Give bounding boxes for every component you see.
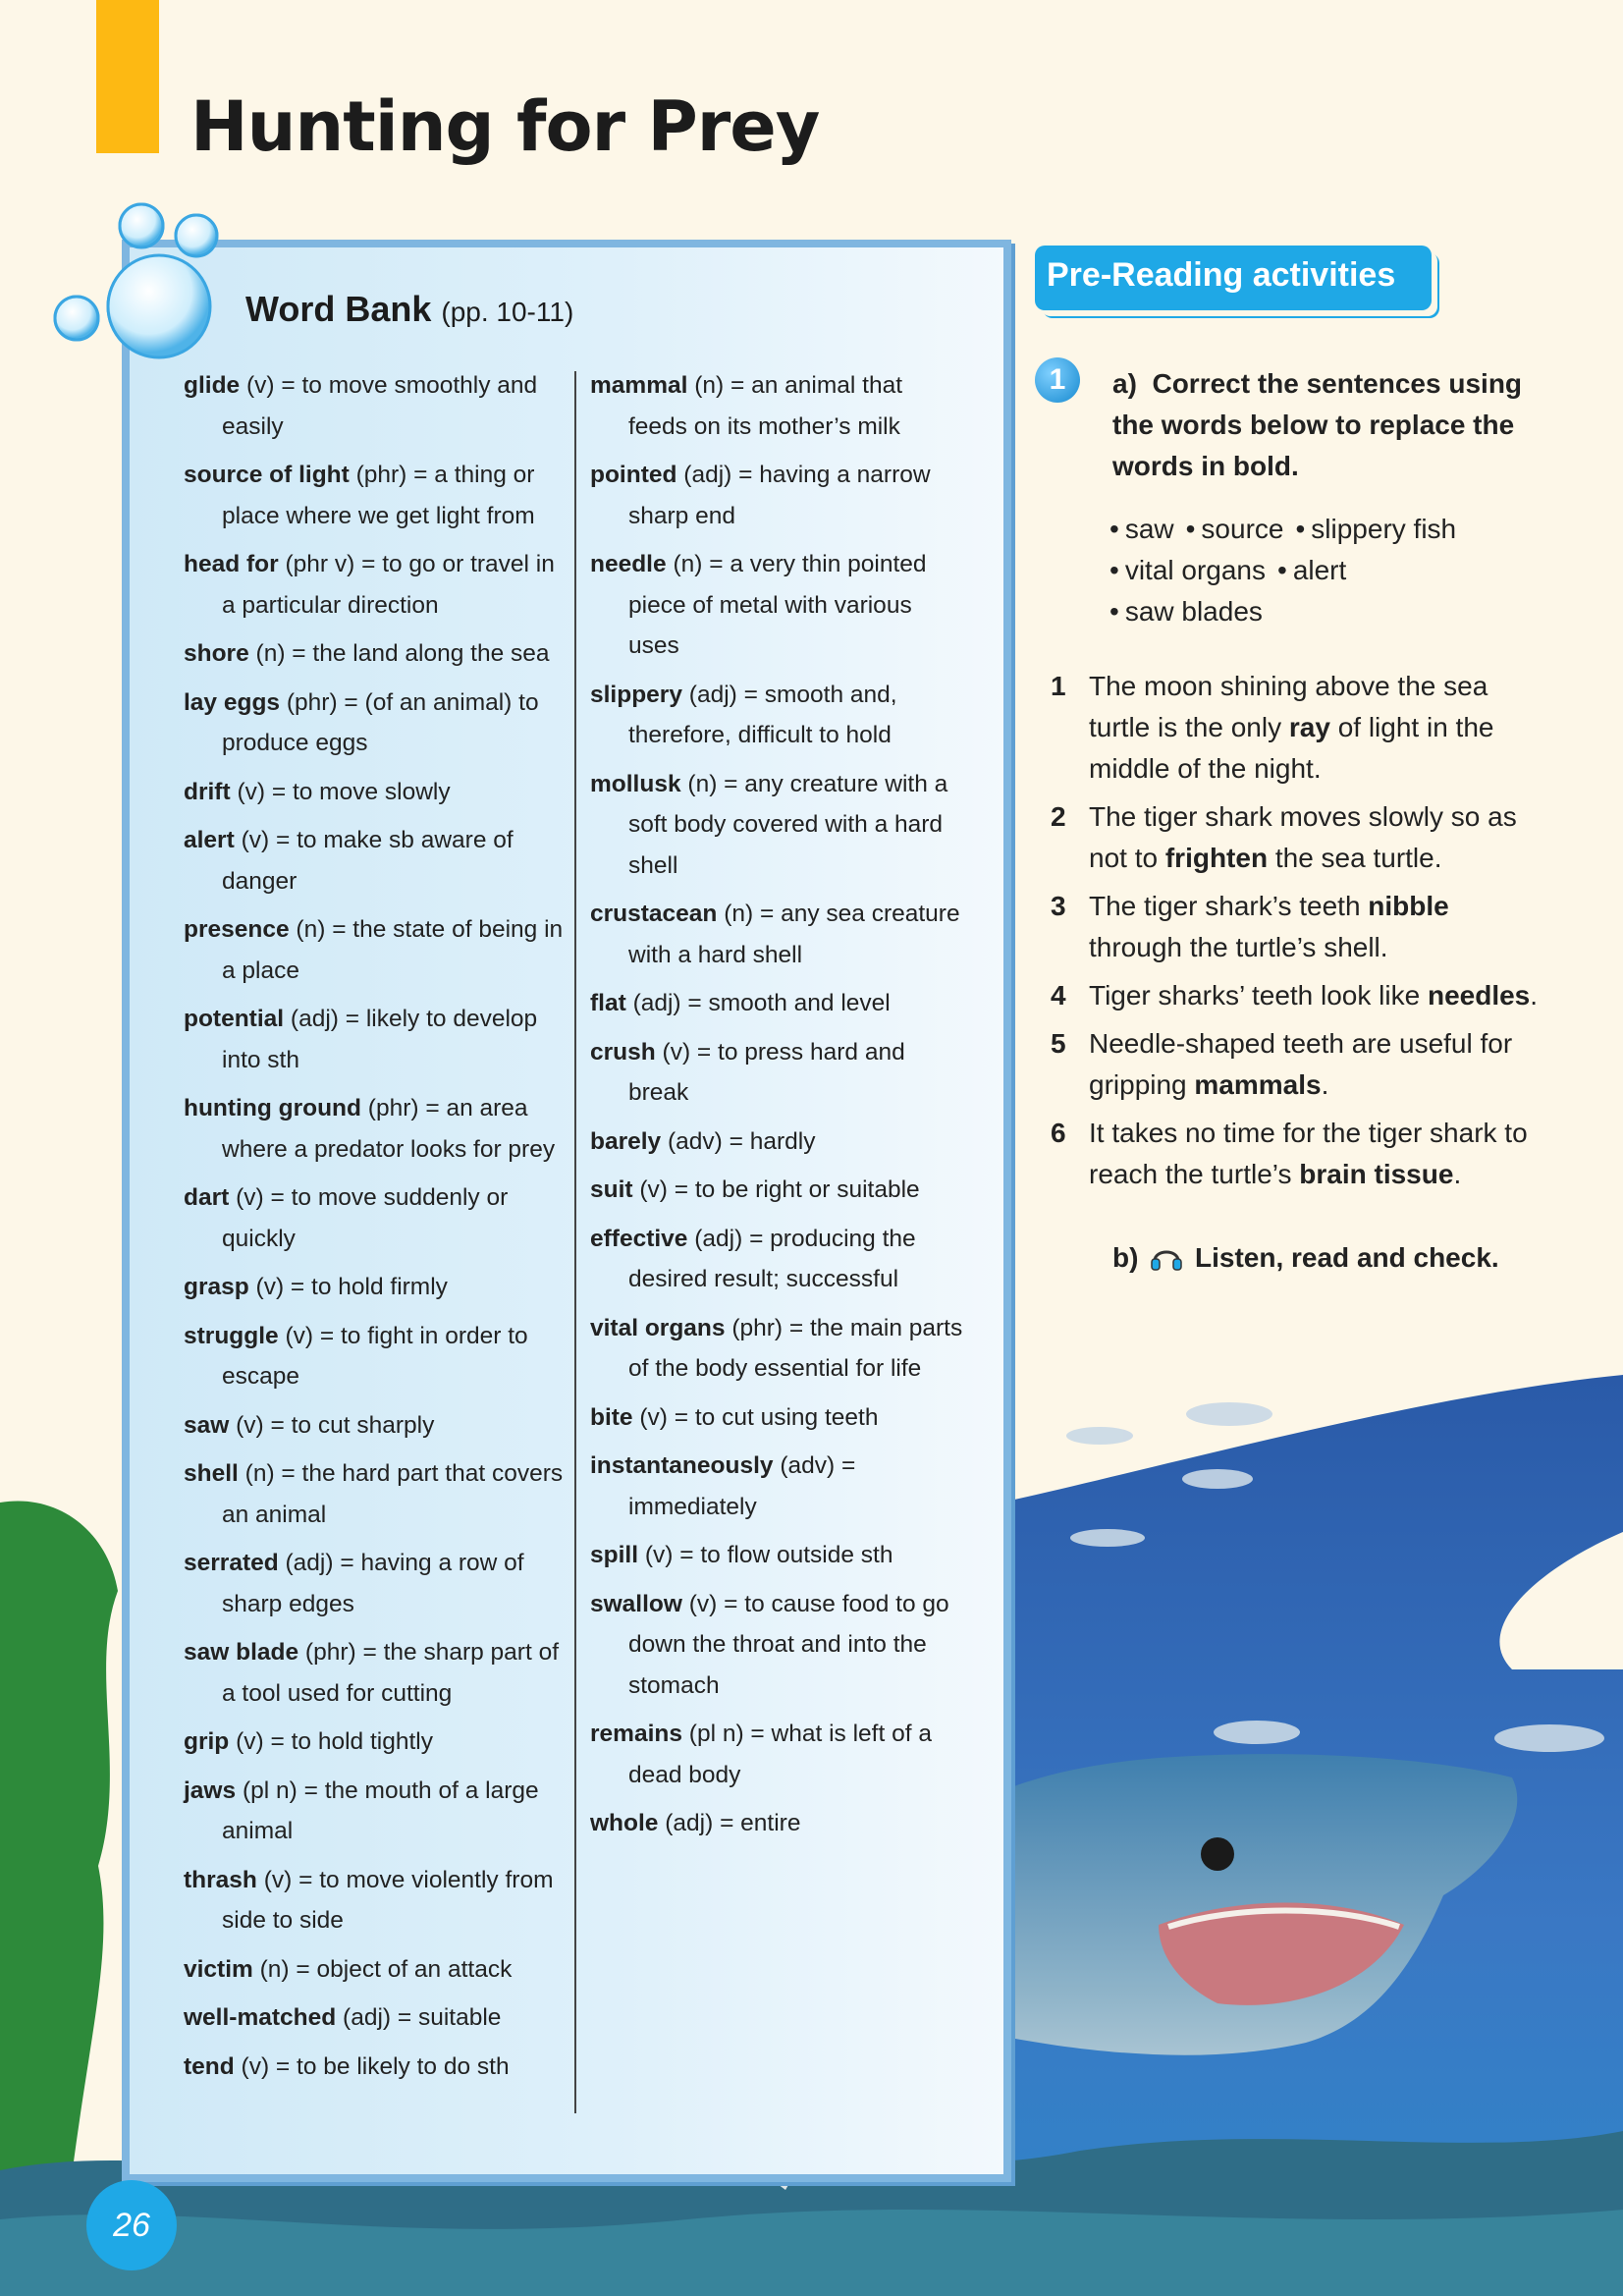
sentence-number: 4: [1051, 980, 1066, 1011]
word-bank-entry: [590, 1121, 963, 1163]
exercise-number-badge: 1: [1035, 357, 1080, 403]
entry-definition: = to be likely to do sth: [275, 2052, 510, 2080]
entry-definition: = what is left of a dead body: [628, 1721, 932, 1788]
entry-part-of-speech: (v): [236, 1728, 264, 1755]
sentence-bold-word: brain tissue: [1299, 1159, 1454, 1189]
section-tab-marker: [96, 0, 159, 153]
entry-word: source of light: [184, 462, 350, 488]
part-a-text: Correct the sentences using the words below to replace the words in bold.: [1112, 368, 1523, 481]
entry-part-of-speech: (n): [687, 770, 718, 797]
entry-definition: = to move slowly: [271, 778, 451, 805]
entry-word: potential: [184, 1006, 285, 1032]
entry-word: glide: [184, 372, 241, 399]
entry-part-of-speech: (n): [259, 1955, 290, 1983]
entry-word: lay eggs: [184, 688, 281, 716]
entry-word: mammal: [590, 372, 688, 399]
sentence-text: [1089, 1023, 1542, 1106]
word-bank-entry: [184, 633, 571, 675]
word-bank-entry: [590, 1397, 963, 1439]
entry-word: saw: [184, 1411, 230, 1439]
entry-part-of-speech: (adv): [668, 1127, 723, 1155]
word-bank-entry: [590, 544, 963, 667]
entry-definition: = entire: [720, 1810, 801, 1836]
word-choice: • slippery fish: [1295, 514, 1456, 544]
entry-word: flat: [590, 990, 626, 1016]
entry-definition: = the sharp part of a tool used for cutting: [222, 1639, 559, 1707]
entry-word: bite: [590, 1403, 633, 1431]
bubbles-icon: [39, 196, 236, 373]
word-bank-entry: [590, 1032, 963, 1114]
entry-part-of-speech: (adj): [694, 1225, 743, 1252]
word-bank-entry: [590, 983, 963, 1024]
entry-part-of-speech: (v): [285, 1322, 314, 1349]
entry-definition: = having a narrow sharp end: [628, 462, 931, 529]
sentence-item: [1051, 975, 1542, 1016]
entry-word: grasp: [184, 1274, 249, 1300]
entry-word: crush: [590, 1038, 656, 1066]
word-bank-pages: (pp. 10-11): [441, 297, 574, 327]
entry-definition: = to press hard and break: [628, 1038, 905, 1106]
entry-word: serrated: [184, 1550, 279, 1576]
sentence-before: The tiger shark moves slowly so as not to: [1089, 801, 1517, 873]
exercise-b: [1112, 1241, 1499, 1274]
entry-word: presence: [184, 916, 290, 943]
entry-part-of-speech: (phr): [731, 1314, 784, 1341]
entry-part-of-speech: (adj): [285, 1550, 334, 1576]
sentence-item: [1051, 666, 1542, 790]
word-choice: • vital organs: [1109, 555, 1266, 585]
entry-word: victim: [184, 1955, 253, 1983]
entry-definition: = the hard part that covers an animal: [222, 1460, 564, 1528]
sentence-before: The moon shining above the sea turtle is the only: [1089, 671, 1488, 742]
word-bank-entry: [184, 1997, 571, 2039]
word-bank-entry: [590, 1535, 963, 1576]
entry-definition: = smooth and level: [687, 990, 891, 1016]
entry-definition: = suitable: [397, 2004, 502, 2031]
entry-definition: = an animal that feeds on its mother’s milk: [628, 372, 903, 440]
entry-word: pointed: [590, 462, 677, 488]
word-bank-right-column: [590, 365, 963, 1852]
entry-word: remains: [590, 1721, 682, 1747]
entry-word: alert: [184, 827, 235, 853]
word-bank-entry: [590, 1219, 963, 1300]
entry-word: whole: [590, 1810, 659, 1836]
word-bank-heading: Word Bank: [245, 289, 432, 329]
entry-part-of-speech: (adj): [632, 990, 681, 1016]
entry-definition: = the mouth of a large animal: [222, 1777, 539, 1844]
word-choices: [1109, 509, 1522, 632]
entry-part-of-speech: (v): [236, 1184, 264, 1211]
entry-definition: = producing the desired result; successful: [628, 1225, 916, 1292]
word-bank-entry: [590, 1446, 963, 1527]
entry-word: tend: [184, 2052, 235, 2080]
sentence-after: .: [1321, 1069, 1329, 1100]
entry-definition: = immediately: [628, 1452, 856, 1520]
entry-part-of-speech: (v): [237, 778, 266, 805]
word-bank-entry: [184, 1316, 571, 1397]
page-title: Hunting for Prey: [190, 86, 820, 167]
entry-word: hunting ground: [184, 1095, 361, 1121]
entry-definition: = an area where a predator looks for prey: [222, 1095, 556, 1163]
sentence-item: [1051, 886, 1542, 968]
entry-part-of-speech: (v): [644, 1542, 674, 1568]
entry-definition: = smooth and, therefore, difficult to hold: [628, 681, 897, 748]
word-bank-title: [245, 289, 573, 330]
entry-word: suit: [590, 1176, 633, 1203]
entry-definition: = any sea creature with a hard shell: [628, 901, 960, 968]
entry-definition: = having a row of sharp edges: [222, 1550, 524, 1617]
entry-word: struggle: [184, 1322, 279, 1349]
sentence-number: 5: [1051, 1028, 1066, 1059]
sentence-before: The tiger shark’s teeth: [1089, 891, 1369, 921]
entry-word: slippery: [590, 681, 682, 708]
entry-definition: = to move suddenly or quickly: [222, 1184, 509, 1252]
sentence-text: [1089, 886, 1542, 968]
entry-definition: = to make sb aware of danger: [222, 827, 514, 895]
entry-definition: = to go or travel in a particular direction: [222, 551, 555, 619]
entry-word: shell: [184, 1460, 239, 1487]
sentence-bold-word: ray: [1288, 712, 1330, 742]
entry-definition: = the state of being in a place: [222, 916, 564, 984]
entry-word: crustacean: [590, 901, 718, 927]
word-bank-entry: [184, 683, 571, 764]
entry-definition: = to flow outside sth: [679, 1542, 893, 1568]
entry-part-of-speech: (v): [662, 1038, 691, 1066]
sentence-after: the sea turtle.: [1268, 843, 1442, 873]
entry-part-of-speech: (v): [688, 1590, 718, 1617]
word-choice: • saw: [1109, 514, 1174, 544]
entry-definition: = any creature with a soft body covered with a hard shell: [628, 770, 948, 879]
sentence-before: Needle-shaped teeth are useful for gripping: [1089, 1028, 1513, 1100]
entry-definition: = (of an animal) to produce eggs: [222, 688, 539, 756]
word-bank-entry: [590, 1170, 963, 1211]
word-choice: • alert: [1277, 555, 1346, 585]
sentence-text: [1089, 796, 1542, 879]
entry-part-of-speech: (phr v): [285, 551, 355, 577]
entry-part-of-speech: (v): [241, 2052, 270, 2080]
word-bank-entry: [184, 1771, 571, 1852]
exercise-a-instructions: [1112, 363, 1525, 487]
sentence-number: 1: [1051, 671, 1066, 701]
sentence-bold-word: mammals: [1194, 1069, 1322, 1100]
sentence-text: [1089, 1113, 1542, 1195]
word-bank-entry: [184, 820, 571, 902]
word-choice: • source: [1186, 514, 1284, 544]
word-bank-entry: [184, 909, 571, 991]
word-bank-entry: [184, 1267, 571, 1308]
word-bank-entry: [184, 1860, 571, 1941]
word-bank-entry: [184, 999, 571, 1080]
entry-word: drift: [184, 778, 231, 805]
entry-part-of-speech: (n): [296, 916, 326, 943]
entry-word: jaws: [184, 1777, 237, 1804]
word-bank-entry: [590, 894, 963, 975]
word-bank-left-column: [184, 365, 571, 2095]
entry-part-of-speech: (v): [263, 1866, 293, 1893]
entry-word: grip: [184, 1728, 230, 1755]
entry-part-of-speech: (v): [639, 1403, 668, 1431]
entry-part-of-speech: (v): [255, 1274, 285, 1300]
entry-word: swallow: [590, 1590, 682, 1617]
entry-word: barely: [590, 1127, 662, 1155]
sentence-number: 3: [1051, 891, 1066, 921]
word-bank-entry: [184, 1405, 571, 1447]
entry-part-of-speech: (adj): [343, 2004, 392, 2031]
part-b-text: Listen, read and check.: [1195, 1242, 1499, 1273]
entry-definition: = a very thin pointed piece of metal with various uses: [628, 551, 927, 659]
entry-definition: = likely to develop into sth: [222, 1006, 538, 1073]
page-number: 26: [86, 2180, 177, 2270]
word-bank-entry: [184, 1632, 571, 1714]
entry-word: spill: [590, 1542, 639, 1568]
entry-word: well-matched: [184, 2004, 337, 2031]
entry-word: thrash: [184, 1866, 257, 1893]
sentence-list: [1051, 666, 1542, 1202]
entry-word: mollusk: [590, 770, 681, 797]
headphones-icon: [1150, 1241, 1183, 1271]
entry-part-of-speech: (adj): [683, 462, 732, 488]
entry-part-of-speech: (phr): [286, 688, 338, 716]
part-b-label: b): [1112, 1242, 1139, 1273]
sentence-bold-word: frighten: [1164, 843, 1269, 873]
pre-reading-heading: Pre-Reading activities: [1035, 246, 1432, 310]
entry-part-of-speech: (adj): [290, 1006, 339, 1032]
word-bank-entry: [184, 1722, 571, 1763]
word-bank-entry: [590, 1584, 963, 1707]
sentence-text: [1089, 975, 1542, 1016]
sentence-after: through the turtle’s shell.: [1089, 932, 1388, 962]
entry-word: needle: [590, 551, 667, 577]
word-bank-entry: [184, 1177, 571, 1259]
entry-definition: = to move violently from side to side: [222, 1866, 554, 1934]
entry-part-of-speech: (phr): [355, 462, 407, 488]
entry-word: shore: [184, 640, 249, 667]
word-bank-entry: [184, 2047, 571, 2088]
sentence-item: [1051, 1113, 1542, 1195]
sentence-number: 6: [1051, 1118, 1066, 1148]
sentence-item: [1051, 1023, 1542, 1106]
entry-part-of-speech: (phr): [304, 1639, 356, 1666]
word-bank-entry: [184, 1453, 571, 1535]
word-bank-entry: [590, 764, 963, 887]
entry-word: vital organs: [590, 1314, 726, 1341]
entry-part-of-speech: (pl n): [242, 1777, 298, 1804]
sentence-bold-word: needles: [1427, 980, 1531, 1011]
sentence-number: 2: [1051, 801, 1066, 832]
entry-part-of-speech: (n): [244, 1460, 275, 1487]
entry-word: head for: [184, 551, 279, 577]
entry-part-of-speech: (adj): [665, 1810, 714, 1836]
sentence-after: .: [1453, 1159, 1462, 1189]
entry-definition: = to cut sharply: [270, 1411, 435, 1439]
word-bank-entry: [184, 1949, 571, 1991]
entry-definition: = to hold tightly: [270, 1728, 433, 1755]
sentence-bold-word: nibble: [1368, 891, 1449, 921]
entry-definition: = the main parts of the body essential for life: [628, 1314, 963, 1382]
entry-definition: = to move smoothly and easily: [222, 372, 538, 440]
sentence-before: It takes no time for the tiger shark to reach the turtle’s: [1089, 1118, 1528, 1189]
entry-word: dart: [184, 1184, 230, 1211]
part-a-label: a): [1112, 368, 1137, 399]
entry-definition: = to hold firmly: [290, 1274, 448, 1300]
entry-part-of-speech: (adv): [780, 1452, 836, 1479]
entry-part-of-speech: (n): [255, 640, 286, 667]
word-bank-entry: [590, 455, 963, 536]
entry-part-of-speech: (v): [241, 827, 270, 853]
entry-word: saw blade: [184, 1639, 299, 1666]
word-bank-entry: [184, 455, 571, 536]
entry-definition: = to be right or suitable: [674, 1176, 920, 1203]
word-bank-entry: [590, 1714, 963, 1795]
sentence-before: Tiger sharks’ teeth look like: [1089, 980, 1428, 1011]
entry-definition: = object of an attack: [296, 1955, 513, 1983]
entry-part-of-speech: (phr): [367, 1095, 419, 1121]
entry-part-of-speech: (v): [236, 1411, 264, 1439]
sentence-item: [1051, 796, 1542, 879]
entry-definition: = to fight in order to escape: [222, 1322, 528, 1390]
entry-part-of-speech: (n): [673, 551, 703, 577]
entry-word: instantaneously: [590, 1452, 774, 1479]
entry-definition: = to cut using teeth: [674, 1403, 879, 1431]
entry-word: effective: [590, 1225, 688, 1252]
sentence-text: [1089, 666, 1542, 790]
word-bank-entry: [590, 1308, 963, 1390]
entry-definition: = to cause food to go down the throat and into the stomach: [628, 1590, 949, 1699]
word-bank-entry: [184, 1543, 571, 1624]
entry-definition: = the land along the sea: [292, 640, 550, 667]
entry-part-of-speech: (n): [724, 901, 754, 927]
word-bank-entry: [590, 1803, 963, 1844]
word-bank-entry: [184, 365, 571, 447]
word-bank-entry: [590, 365, 963, 447]
entry-part-of-speech: (adj): [688, 681, 737, 708]
entry-part-of-speech: (pl n): [688, 1721, 744, 1747]
sentence-after: .: [1530, 980, 1539, 1011]
word-bank-entry: [184, 1088, 571, 1170]
entry-part-of-speech: (v): [245, 372, 275, 399]
entry-definition: = a thing or place where we get light from: [222, 462, 535, 529]
entry-part-of-speech: (n): [694, 372, 725, 399]
word-choice: • saw blades: [1109, 596, 1263, 627]
word-bank-entry: [184, 544, 571, 626]
entry-definition: = hardly: [729, 1127, 816, 1155]
entry-part-of-speech: (v): [639, 1176, 668, 1203]
column-divider: [574, 371, 576, 2113]
word-bank-entry: [184, 772, 571, 813]
sentence-after: of light in the middle of the night.: [1089, 712, 1494, 784]
word-bank-entry: [590, 675, 963, 756]
